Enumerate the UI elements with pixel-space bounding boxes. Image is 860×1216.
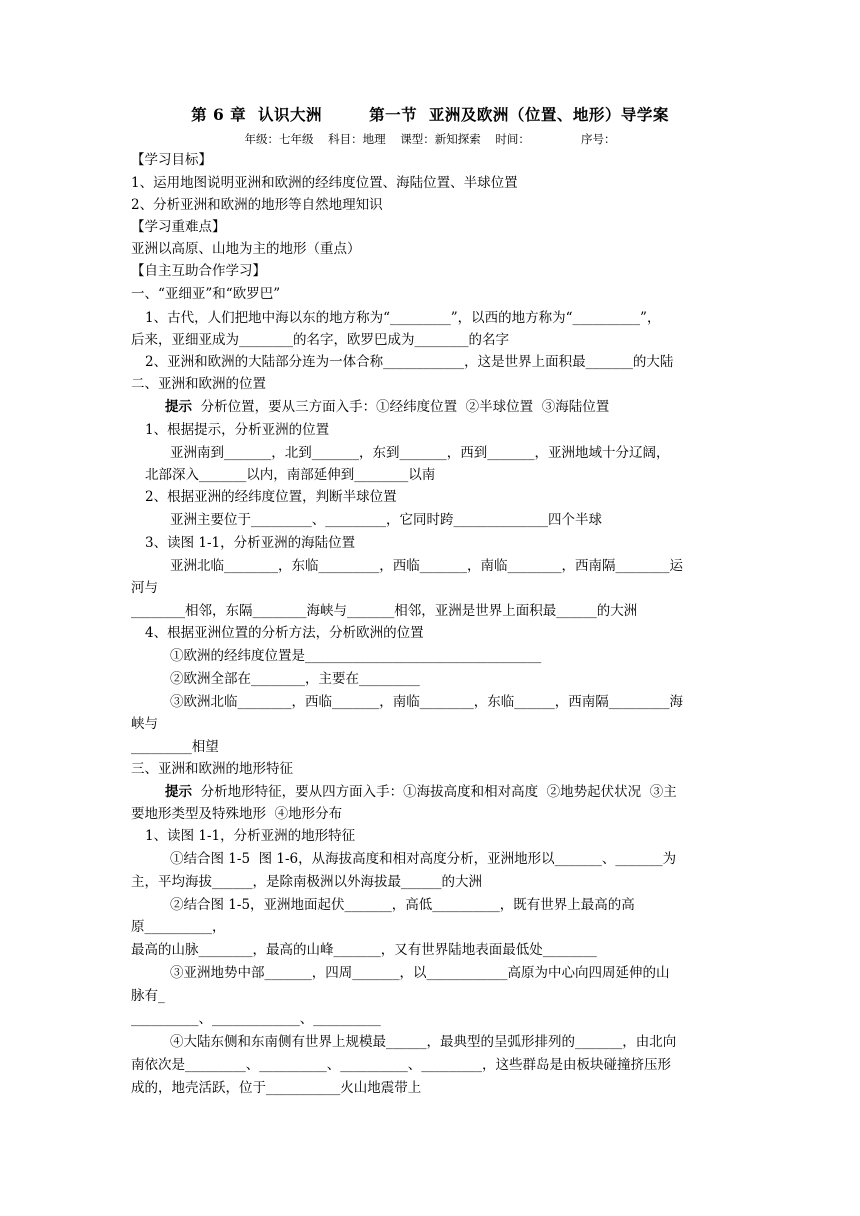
section2-q4-a: ①欧洲的经纬度位置是___________________________________ (170, 648, 542, 664)
section2-q3-line1: 亚洲北临________，东临_________，西临_______，南临________，西南隔________运 (170, 558, 683, 574)
section2-q4-b: ②欧洲全部在________，主要在_________ (170, 671, 420, 687)
section3-d1: ④大陆东侧和东南侧有世界上规模最______，最典型的呈弧形排列的_______，由北向 (170, 1034, 677, 1050)
section1-q2: 2、亚洲和欧洲的大陆部分连为一体合称____________，这是世界上面积最_______的大陆 (145, 354, 674, 370)
section3-c3: __________、_____________、__________ (131, 1011, 381, 1027)
section3-a1: ①结合图 1-5 图 1-6，从海拔高度和相对高度分析，亚洲地形以_______、_______为 (170, 851, 677, 867)
section2-q1: 1、根据提示，分析亚洲的位置 (145, 422, 330, 438)
section3-d3: 成的，地壳活跃，位于___________火山地震带上 (131, 1080, 422, 1096)
section1-q1-line1: 1、古代，人们把地中海以东的地方称为“_________”，以西的地方称为“__________”， (145, 310, 661, 326)
section2-q4: 4、根据亚洲位置的分析方法，分析欧洲的位置 (145, 625, 424, 641)
objectives-heading: 【学习目标】 (131, 152, 212, 168)
section3-b1: ②结合图 1-5，亚洲地面起伏_______，高低__________，既有世界上最高的高 (170, 897, 635, 913)
section3-hint (165, 784, 677, 801)
document-meta: 年级：七年级 科目：地理 课型：新知探索 时间： 序号： (244, 132, 616, 146)
objective-item-2: 2、分析亚洲和欧洲的地形等自然地理知识 (131, 197, 383, 213)
section2-q3: 3、读图 1-1，分析亚洲的海陆位置 (145, 535, 356, 551)
section2-q4-c3: _________相望 (131, 739, 219, 755)
section1-heading: 一、“亚细亚”和“欧罗巴” (131, 286, 281, 302)
section3-c2: 脉有_ (131, 988, 165, 1004)
section2-q3-line3: ________相邻，东隔________海峡与_______相邻，亚洲是世界上面积最______的大洲 (131, 603, 638, 619)
section2-q3-line2: 河与 (131, 580, 158, 596)
section2-hint (165, 399, 609, 416)
section3-a2: 主，平均海拔______，是除南极洲以外海拔最______的大洲 (131, 874, 482, 890)
key-points-heading: 【学习重难点】 (131, 219, 226, 235)
section3-q1: 1、读图 1-1，分析亚洲的地形特征 (145, 828, 356, 844)
section3-hint-label: 提示 (165, 784, 192, 800)
section3-c1: ③亚洲地势中部_______，四周_______，以____________高原为中心向四周延伸的山 (170, 965, 670, 981)
cooperative-heading: 【自主互助合作学习】 (131, 263, 266, 279)
section2-q4-c1: ③欧洲北临________，西临_______，南临________，东临______，西南隔_________海 (170, 694, 683, 710)
section2-q1-line2: 北部深入_______以内，南部延伸到________以南 (145, 467, 436, 483)
section3-hint-text2: 要地形类型及特殊地形 ④地形分布 (131, 806, 343, 822)
section2-hint-text: 分析位置，要从三方面入手：①经纬度位置 ②半球位置 ③海陆位置 (192, 399, 610, 415)
objective-item-1: 1、运用地图说明亚洲和欧洲的经纬度位置、海陆位置、半球位置 (131, 175, 518, 191)
section2-q2: 2、根据亚洲的经纬度位置，判断半球位置 (145, 489, 397, 505)
section2-q2-line1: 亚洲主要位于_________、_________，它同时跨______________四个半球 (170, 512, 602, 528)
section2-heading: 二、亚洲和欧洲的位置 (131, 376, 266, 392)
section3-hint-text1: 分析地形特征，要从四方面入手：①海拔高度和相对高度 ②地势起伏状况 ③主 (192, 784, 677, 800)
section3-d2: 南依次是_________、__________、__________、_________，这些群岛是由板块碰撞挤压形 (131, 1057, 671, 1073)
section3-b3: 最高的山脉________，最高的山峰_______，又有世界陆地表面最低处________ (131, 942, 597, 958)
section2-q4-c2: 峡与 (131, 716, 158, 732)
section1-q1-line2: 后来，亚细亚成为________的名字，欧罗巴成为________的名字 (131, 332, 509, 348)
section2-q1-line1: 亚洲南到_______，北到_______，东到_______，西到_______，亚洲地域十分辽阔， (170, 445, 670, 461)
page-title: 第 6 章 认识大洲 第一节 亚洲及欧洲（位置、地形）导学案 (191, 105, 669, 124)
section3-b2: 原__________， (131, 919, 226, 935)
section2-hint-label: 提示 (165, 399, 192, 415)
section3-heading: 三、亚洲和欧洲的地形特征 (131, 761, 293, 777)
key-points-text: 亚洲以高原、山地为主的地形（重点） (131, 241, 361, 257)
